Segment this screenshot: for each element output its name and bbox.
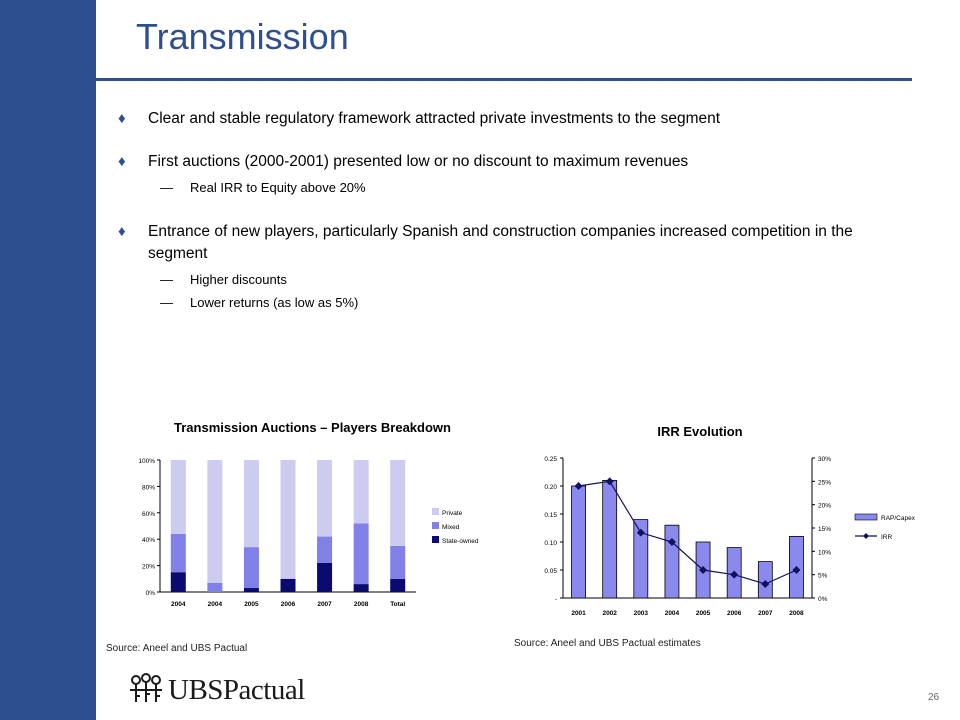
stacked-bar-segment [244, 588, 259, 592]
legend-label: State-owned [442, 538, 479, 545]
right-y-tick-label: 15% [818, 526, 832, 533]
title-divider [34, 78, 912, 81]
right-chart-title: IRR Evolution [657, 424, 743, 439]
stacked-bar-segment [171, 534, 186, 572]
left-y-tick-label: 0.10 [544, 540, 557, 547]
page-number: 26 [928, 692, 940, 703]
x-tick-label: Total [390, 601, 406, 608]
legend-label: Mixed [442, 524, 460, 531]
company-logo-text: UBSPactual [168, 674, 305, 706]
x-tick-label: 2001 [571, 610, 586, 617]
stacked-bar-segment [354, 523, 369, 584]
x-tick-label: 2003 [633, 610, 649, 617]
right-y-tick-label: 5% [818, 572, 828, 580]
legend-swatch [432, 508, 439, 515]
y-tick-label: 20% [141, 563, 155, 571]
irr-evolution-chart [505, 448, 935, 623]
y-tick-label: 60% [141, 510, 155, 518]
left-y-tick-label: 0.05 [544, 568, 557, 575]
x-tick-label: 2008 [353, 601, 369, 608]
x-tick-label: 2002 [602, 610, 617, 617]
players-breakdown-chart [120, 450, 490, 620]
stacked-bar-segment [390, 579, 405, 592]
dash-bullet-icon: — [160, 180, 173, 195]
bullet-item [118, 151, 898, 173]
bullet-list [118, 108, 898, 313]
x-tick-label: 2007 [317, 601, 332, 608]
rap-capex-bar [665, 525, 679, 598]
rap-capex-bar [603, 480, 617, 598]
stacked-bar-segment [171, 572, 186, 592]
x-tick-label: 2007 [758, 610, 773, 617]
bullet-text: First auctions (2000-2001) presented low or no discount to maximum revenues [148, 153, 689, 170]
sub-bullet-item [118, 178, 898, 198]
left-y-tick-label: 0.25 [544, 456, 557, 463]
sub-bullet-text: Higher discounts [190, 272, 287, 287]
right-y-tick-label: 10% [818, 549, 832, 557]
diamond-bullet-icon: ♦ [118, 110, 126, 127]
right-y-tick-label: 0% [818, 596, 828, 603]
left-y-tick-label: 0.15 [544, 512, 557, 519]
y-tick-label: 100% [138, 458, 155, 465]
dash-bullet-icon: — [160, 272, 173, 287]
left-sidebar-band [0, 0, 96, 720]
legend-label: IRR [881, 534, 893, 541]
legend-swatch [432, 522, 439, 529]
legend-label: RAP/Capex [881, 515, 915, 522]
legend-swatch [432, 536, 439, 543]
left-chart-title: Transmission Auctions – Players Breakdown [174, 420, 451, 435]
sub-bullet-text: Real IRR to Equity above 20% [190, 180, 366, 195]
sub-bullet-item [118, 270, 898, 290]
x-tick-label: 2005 [244, 601, 259, 608]
right-y-tick-label: 20% [818, 502, 832, 510]
three-keys-icon [126, 672, 166, 706]
diamond-bullet-icon: ♦ [118, 153, 126, 170]
legend-swatch-bar [855, 514, 877, 520]
right-y-tick-label: 30% [818, 456, 832, 463]
rap-capex-bar [758, 562, 772, 598]
stacked-bar-segment [244, 460, 259, 547]
x-tick-label: 2005 [695, 610, 711, 617]
y-tick-label: 0% [145, 590, 155, 597]
dash-bullet-icon: — [160, 295, 173, 310]
stacked-bar-segment [244, 547, 259, 588]
stacked-bar-segment [317, 563, 332, 592]
sub-bullet-item [118, 293, 898, 313]
bullet-text: Clear and stable regulatory framework attracted private investments to the segment [148, 110, 721, 127]
x-tick-label: 2004 [664, 610, 680, 617]
stacked-bar-segment [317, 537, 332, 563]
x-tick-label: 2004 [171, 601, 186, 608]
left-chart-source: Source: Aneel and UBS Pactual [106, 643, 248, 654]
rap-capex-bar [572, 486, 586, 598]
diamond-bullet-icon: ♦ [118, 223, 126, 240]
x-tick-label: 2004 [207, 601, 223, 608]
left-y-tick-label: - [554, 596, 557, 603]
y-tick-label: 80% [141, 484, 155, 492]
stacked-bar-segment [281, 460, 296, 579]
sub-bullet-text: Lower returns (as low as 5%) [190, 295, 359, 310]
legend-label: Private [442, 510, 463, 517]
stacked-bar-segment [354, 584, 369, 592]
x-tick-label: 2008 [789, 610, 804, 617]
right-chart-source: Source: Aneel and UBS Pactual estimates [514, 638, 701, 649]
left-y-tick-label: 0.20 [544, 484, 557, 491]
right-y-tick-label: 25% [818, 479, 832, 487]
stacked-bar-segment [354, 460, 369, 523]
stacked-bar-segment [207, 460, 222, 583]
stacked-bar-segment [207, 583, 222, 592]
stacked-bar-segment [317, 460, 332, 537]
stacked-bar-segment [171, 460, 186, 534]
slide-title: Transmission [136, 16, 349, 57]
legend-swatch-marker [863, 533, 869, 539]
bullet-text: Entrance of new players, particularly Spanish and construction companies increased competition in the segment [148, 223, 853, 262]
stacked-bar-segment [281, 579, 296, 592]
stacked-bar-segment [390, 460, 405, 546]
y-tick-label: 40% [141, 537, 155, 545]
bullet-item [118, 108, 898, 130]
x-tick-label: 2006 [726, 610, 742, 617]
stacked-bar-segment [390, 546, 405, 579]
bullet-item [118, 221, 898, 265]
x-tick-label: 2006 [280, 601, 296, 608]
